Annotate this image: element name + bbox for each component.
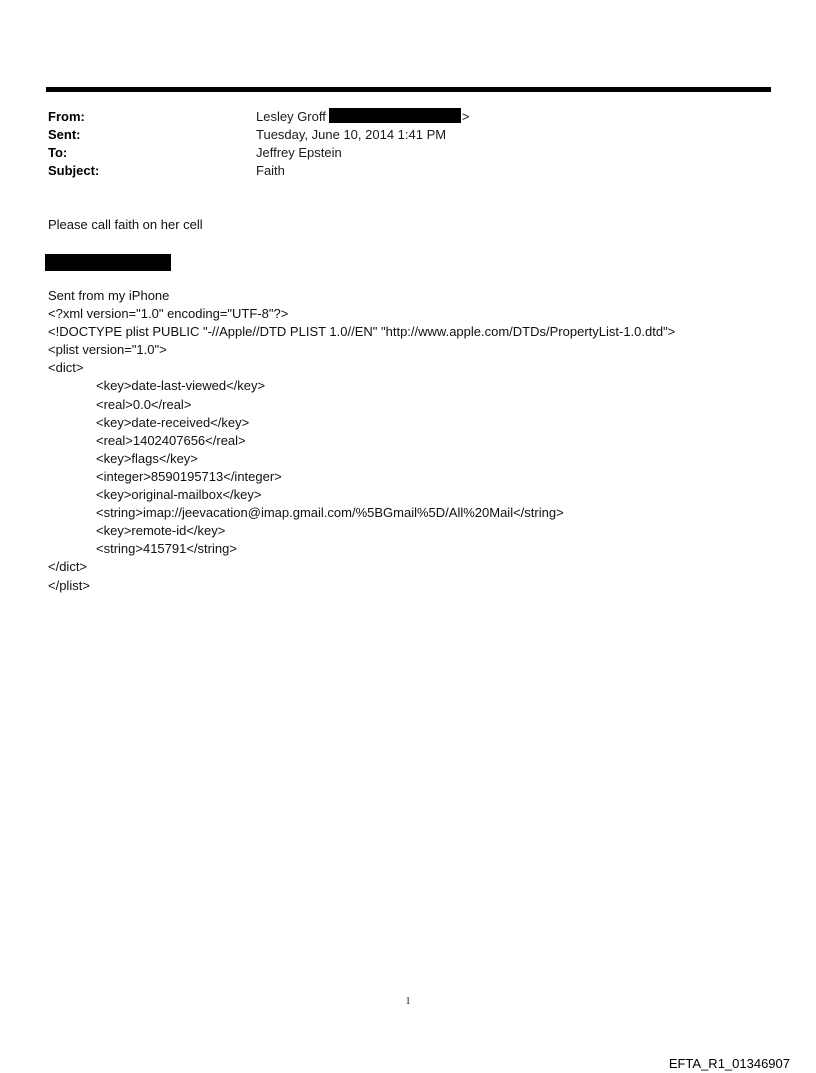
page-number: 1 (405, 996, 411, 1007)
email-header (48, 108, 469, 180)
from-name: Lesley Groff (256, 109, 326, 124)
to-value: Jeffrey Epstein (256, 145, 342, 160)
from-row (48, 108, 469, 126)
plist-entry: <string>415791</string> (96, 541, 237, 557)
plist-entry: <string>imap://jeevacation@imap.gmail.com/%5BGmail%5D/All%20Mail</string> (96, 505, 564, 521)
sent-row (48, 126, 469, 144)
plist-open-tag: <plist version="1.0"> (48, 342, 167, 358)
doctype-line: <!DOCTYPE plist PUBLIC "-//Apple//DTD PLIST 1.0//EN" "http://www.apple.com/DTDs/PropertyList-1.0.dtd"> (48, 324, 676, 340)
sent-value: Tuesday, June 10, 2014 1:41 PM (256, 127, 447, 142)
xml-declaration: <?xml version="1.0" encoding="UTF-8"?> (48, 306, 289, 322)
to-row (48, 144, 469, 162)
plist-close-tag: </plist> (48, 577, 90, 593)
plist-entry: <key>original-mailbox</key> (96, 487, 262, 503)
message-body: Please call faith on her cell (48, 217, 203, 232)
sent-label: Sent: (48, 127, 81, 142)
dict-open-tag: <dict> (48, 360, 84, 376)
plist-entry: <key>remote-id</key> (96, 523, 226, 539)
from-close-bracket: > (461, 109, 470, 124)
plist-entry: <key>date-received</key> (96, 414, 250, 430)
plist-entry: <real>0.0</real> (96, 396, 192, 412)
redacted-phone-number (45, 254, 171, 271)
to-label: To: (48, 145, 68, 160)
subject-value: Faith (256, 163, 285, 178)
header-divider-rule (46, 87, 771, 92)
plist-entry: <real>1402407656</real> (96, 432, 246, 448)
from-label: From: (48, 109, 85, 124)
from-value (256, 108, 469, 126)
subject-label: Subject: (48, 163, 100, 178)
bates-number: EFTA_R1_01346907 (668, 1056, 790, 1071)
dict-close-tag: </dict> (48, 559, 88, 575)
signature-line: Sent from my iPhone (48, 288, 170, 303)
plist-entry: <key>flags</key> (96, 450, 198, 466)
plist-metadata (48, 287, 675, 595)
plist-entry: <integer>8590195713</integer> (96, 468, 282, 484)
plist-entry: <key>date-last-viewed</key> (96, 378, 266, 394)
subject-row (48, 162, 469, 180)
redacted-email-address (329, 108, 461, 123)
